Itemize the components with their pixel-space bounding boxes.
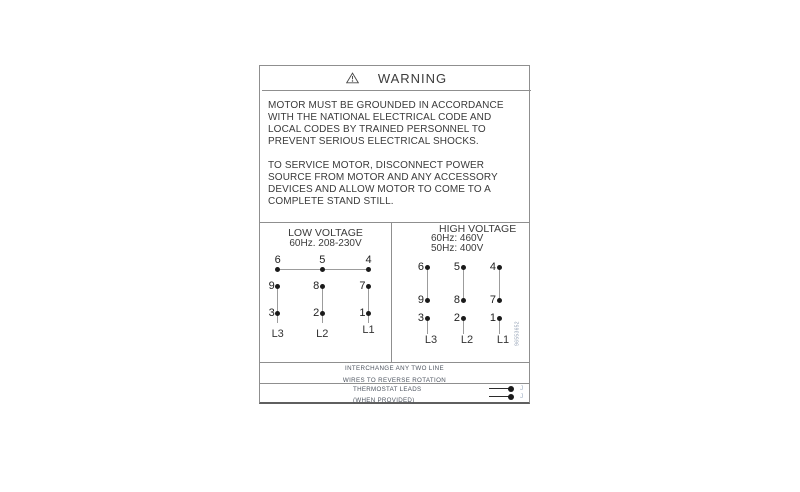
motor-wiring-warning-label [259,65,530,404]
rotation-note-line-1: INTERCHANGE ANY TWO LINE [345,364,444,372]
lv-terminal-dot-3 [275,311,280,316]
text-line: PREVENT SERIOUS ELECTRICAL SHOCKS. [268,136,479,147]
lv-terminal-number-5: 5 [319,254,326,266]
hv-terminal-number-6: 6 [417,261,424,273]
high-voltage-title: HIGH VOLTAGE [439,223,517,235]
lv-terminal-dot-2 [320,311,325,316]
thermostat-lead-dot-2 [508,394,514,400]
when-provided-label: (WHEN PROVIDED) [353,396,415,404]
hv-terminal-number-4: 4 [489,261,496,273]
hv-terminal-number-7: 7 [489,293,496,306]
hv-terminal-dot-3 [425,316,430,321]
warning-triangle-icon [346,72,359,84]
lv-terminal-number-2: 2 [313,306,320,319]
hv-terminal-number-1: 1 [489,311,496,324]
thermostat-lead-letter-2: J [520,393,524,401]
wiring-diagrams-section [260,222,529,363]
lv-terminal-dot-8 [320,284,325,289]
lv-terminal-number-7: 7 [359,279,366,292]
thermostat-leads-label: THERMOSTAT LEADS [353,385,422,393]
high-voltage-rating-50hz: 50Hz: 400V [431,243,484,254]
text-line: MOTOR MUST BE GROUNDED IN ACCORDANCE [268,100,504,111]
lv-wire-l2 [322,286,323,323]
hv-terminal-dot-8 [461,298,466,303]
rotation-note-line-2: WIRES TO REVERSE ROTATION [342,376,447,384]
hv-terminal-number-3: 3 [417,311,424,324]
lv-terminal-dot-9 [275,284,280,289]
hv-jumper-wire-6-9 [427,268,428,301]
lv-wire-l3 [277,286,278,323]
hv-terminal-dot-4 [497,265,502,270]
hv-terminal-dot-7 [497,298,502,303]
text-line: WITH THE NATIONAL ELECTRICAL CODE AND [268,112,492,123]
thermostat-lead-dot-1 [508,386,514,392]
warning-header [262,66,531,91]
hv-jumper-wire-5-8 [463,268,464,301]
part-number-vertical: 96553652 [514,320,521,346]
low-voltage-title: LOW VOLTAGE [288,227,363,239]
lv-terminal-number-4: 4 [365,254,372,266]
hv-line-label-l3: L3 [424,334,438,347]
text-line: DEVICES AND ALLOW MOTOR TO COME TO A [268,184,491,195]
high-voltage-rating-60hz: 60Hz: 460V [431,233,484,244]
lv-terminal-number-3: 3 [268,306,275,319]
lv-line-label-l3: L3 [271,327,284,340]
warning-text-block [268,100,525,208]
hv-terminal-number-5: 5 [453,261,460,273]
service-warning-paragraph [268,160,525,208]
lv-terminal-number-6: 6 [274,254,281,266]
hv-jumper-wire-4-7 [499,268,500,301]
text-line: SOURCE FROM MOTOR AND ANY ACCESSORY [268,172,498,183]
grounding-warning-paragraph [268,100,525,148]
lv-terminal-number-1: 1 [359,306,366,319]
lv-wire-l1 [368,286,369,323]
rotation-note-row [260,364,529,384]
lv-terminal-dot-4 [366,267,371,272]
hv-terminal-number-2: 2 [453,311,460,324]
thermostat-lead-letter-1: J [520,385,524,393]
text-line: TO SERVICE MOTOR, DISCONNECT POWER [268,160,485,171]
low-voltage-diagram [260,223,391,362]
hv-terminal-number-8: 8 [453,293,460,306]
hv-line-label-l2: L2 [460,334,474,347]
text-line: LOCAL CODES BY TRAINED PERSONNEL TO [268,124,486,135]
hv-terminal-dot-6 [425,265,430,270]
hv-terminal-dot-2 [461,316,466,321]
lv-line-label-l2: L2 [316,327,329,340]
thermostat-note-row [260,385,529,402]
warning-title: WARNING [377,70,448,86]
hv-line-label-l1: L1 [496,334,510,347]
lv-terminal-dot-5 [320,267,325,272]
thermostat-lead-wire-2 [489,396,509,398]
low-voltage-rating: 60Hz. 208-230V [289,238,362,249]
lv-terminal-dot-6 [275,267,280,272]
high-voltage-diagram [392,223,530,362]
hv-terminal-dot-9 [425,298,430,303]
lv-terminal-number-8: 8 [313,279,320,292]
hv-terminal-dot-5 [461,265,466,270]
lv-terminal-number-9: 9 [268,279,275,292]
hv-terminal-number-9: 9 [417,293,424,306]
lv-terminal-dot-7 [366,284,371,289]
thermostat-lead-wire-1 [489,388,509,390]
text-line: COMPLETE STAND STILL. [268,196,394,207]
hv-terminal-dot-1 [497,316,502,321]
lv-line-label-l1: L1 [362,324,375,337]
lv-terminal-dot-1 [366,311,371,316]
